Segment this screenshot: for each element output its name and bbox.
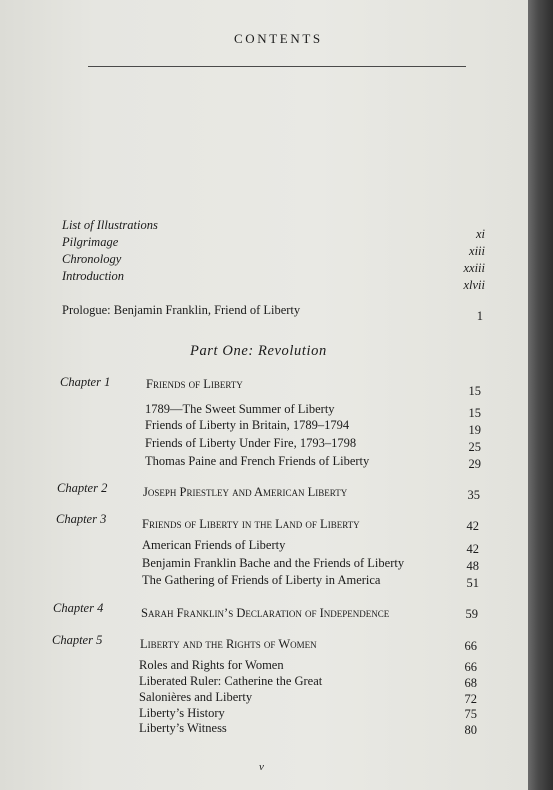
- section-page: 72: [464, 692, 477, 706]
- page-edge-shadow: [528, 0, 553, 790]
- chapter-page: 42: [466, 519, 479, 533]
- section-page: 42: [466, 542, 479, 556]
- chapter-title: Joseph Priestley and American Liberty: [143, 485, 348, 499]
- chapter-label: Chapter 1: [60, 375, 111, 389]
- section-title: The Gathering of Friends of Liberty in America: [142, 573, 381, 587]
- section-title: Liberty’s History: [139, 706, 225, 720]
- chapter-title: Friends of Liberty in the Land of Liberty: [142, 517, 360, 531]
- chapter-title: Liberty and the Rights of Women: [140, 637, 317, 651]
- section-page: 29: [468, 457, 481, 471]
- section-page: 25: [468, 440, 481, 454]
- front-matter-title: List of Illustrations: [62, 218, 158, 232]
- front-matter-title: Introduction: [62, 269, 125, 283]
- section-title: Benjamin Franklin Bache and the Friends of Liberty: [142, 556, 405, 570]
- section-page: 68: [464, 676, 477, 690]
- section-title: Thomas Paine and French Friends of Liberty: [145, 454, 370, 468]
- chapter-label: Chapter 5: [52, 633, 103, 647]
- contents-heading: CONTENTS: [234, 31, 323, 46]
- page-folio: v: [259, 761, 264, 773]
- section-title: Liberty’s Witness: [139, 721, 227, 735]
- front-matter-page: xxiii: [463, 261, 485, 275]
- section-title: Friends of Liberty in Britain, 1789–1794: [145, 418, 350, 432]
- section-page: 19: [468, 423, 481, 437]
- chapter-title: Friends of Liberty: [146, 377, 243, 391]
- chapter-page: 59: [465, 607, 478, 621]
- prologue-page: 1: [476, 309, 483, 323]
- section-page: 80: [464, 723, 477, 737]
- section-page: 15: [468, 406, 481, 420]
- chapter-label: Chapter 4: [53, 601, 104, 615]
- part-heading: Part One: Revolution: [190, 343, 327, 359]
- section-title: Salonières and Liberty: [139, 690, 253, 704]
- section-title: Friends of Liberty Under Fire, 1793–1798: [145, 436, 357, 450]
- section-page: 66: [464, 660, 477, 674]
- section-page: 75: [464, 707, 477, 721]
- section-page: 48: [466, 559, 479, 573]
- section-title: American Friends of Liberty: [142, 538, 286, 552]
- chapter-page: 35: [467, 488, 480, 502]
- section-title: Roles and Rights for Women: [139, 658, 284, 672]
- section-title: Liberated Ruler: Catherine the Great: [139, 674, 323, 688]
- front-matter-title: Chronology: [62, 252, 122, 266]
- chapter-page: 15: [468, 384, 481, 398]
- front-matter-title: Pilgrimage: [62, 235, 119, 249]
- section-page: 51: [466, 576, 479, 590]
- front-matter-page: xiii: [469, 244, 485, 258]
- chapter-label: Chapter 2: [57, 481, 108, 495]
- prologue-title: Prologue: Benjamin Franklin, Friend of Liberty: [62, 303, 301, 317]
- chapter-label: Chapter 3: [56, 512, 107, 526]
- section-title: 1789—The Sweet Summer of Liberty: [145, 402, 335, 416]
- heading-rule: [88, 66, 466, 67]
- front-matter-page: xi: [475, 227, 485, 241]
- chapter-title: Sarah Franklin’s Declaration of Independence: [141, 606, 390, 620]
- chapter-page: 66: [464, 639, 477, 653]
- front-matter-page: xlvii: [463, 278, 485, 292]
